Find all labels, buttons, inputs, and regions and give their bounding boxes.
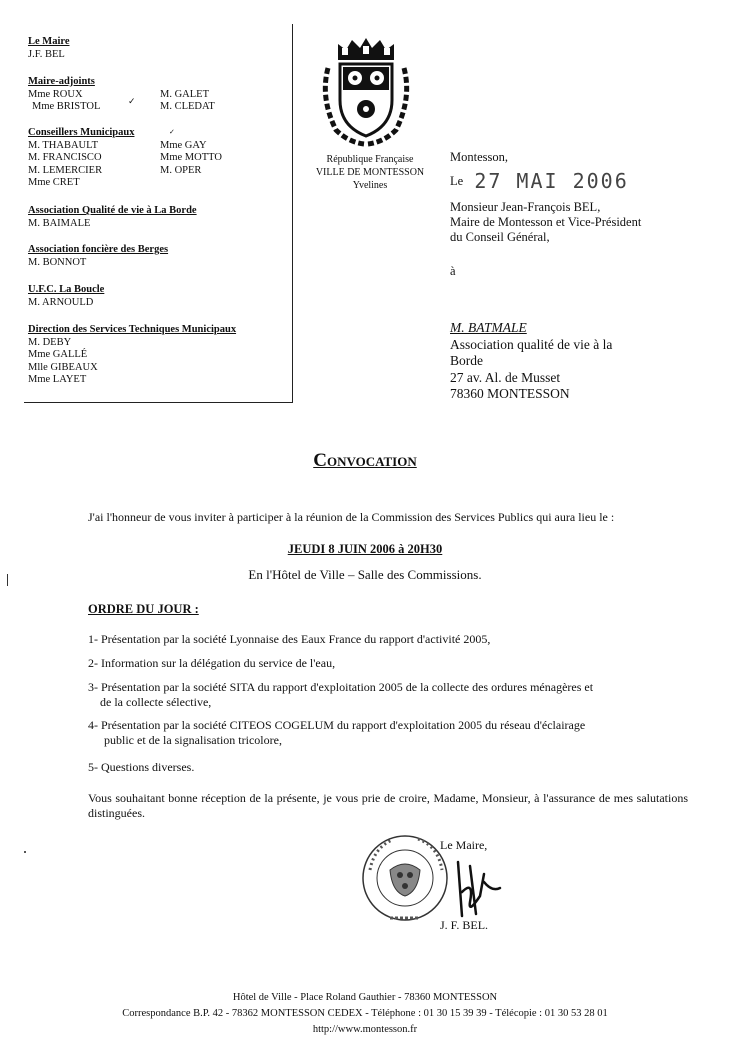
footer-address: Hôtel de Ville - Place Roland Gauthier - 78360 MONTESSON: [232, 992, 498, 1003]
agenda-heading: ORDRE DU JOUR :: [88, 602, 199, 616]
person-name: M. BAIMALE: [28, 217, 91, 229]
footer-contact: Correspondance B.P. 42 - 78362 MONTESSON CEDEX - Téléphone : 01 30 15 39 39 - Télécopie : 01 30 53 28 01: [122, 1008, 608, 1019]
section-adjoints: [28, 76, 280, 114]
signature-name: J. F. BEL.: [440, 918, 489, 932]
item-text: Présentation par la société SITA du rapport d'exploitation 2005 de la collecte des ordures ménagères et: [101, 680, 594, 694]
person-name: Mme GAY: [160, 139, 207, 151]
recipient-line: Borde: [450, 353, 483, 368]
recipient-line: 78360 MONTESSON: [450, 386, 570, 401]
recipient-block: [450, 320, 612, 403]
item-text: Présentation par la société CITEOS COGELUM du rapport d'exploitation 2005 du réseau d'éclairage: [101, 718, 586, 732]
item-text-continued: public et de la signalisation tricolore,: [104, 733, 282, 747]
person-name: Mme CRET: [28, 177, 80, 188]
person-name: Mme LAYET: [28, 374, 87, 385]
person-name: M. FRANCISCO: [28, 152, 102, 163]
ville-label: VILLE DE MONTESSON: [315, 167, 425, 178]
section-heading: Association Qualité de vie à La Borde: [28, 205, 197, 216]
item-number: 4-: [88, 718, 98, 732]
sender-line: du Conseil Général,: [450, 230, 550, 244]
person-name: M. THABAULT: [28, 139, 99, 151]
item-text: Questions diverses.: [101, 760, 195, 774]
person-name: M. CLEDAT: [160, 101, 215, 112]
recipient-line: 27 av. Al. de Musset: [450, 369, 561, 385]
mairie-seal-icon: [360, 830, 450, 925]
section-heading: Association foncière des Berges: [28, 244, 169, 255]
closing-paragraph: Vous souhaitant bonne réception de la présente, je vous prie de croire, Madame, Monsieur, à l'assurance de mes salutations distinguées.: [88, 791, 688, 820]
section-fonciere: [28, 244, 168, 269]
section-qualite: [28, 205, 197, 230]
person-name: M. DEBY: [28, 336, 72, 348]
person-name: Mme BRISTOL: [32, 101, 101, 112]
distribution-list-box: [24, 24, 293, 403]
section-direction: [28, 324, 236, 387]
municipality-header: [300, 153, 440, 192]
sender-line: Maire de Montesson et Vice-Président: [450, 215, 642, 229]
agenda-item: [88, 760, 688, 775]
signature-title: Le Maire,: [440, 838, 488, 852]
to-preposition: à: [450, 264, 456, 278]
section-heading: Le Maire: [28, 36, 70, 47]
meeting-place: En l'Hôtel de Ville – Salle des Commissions.: [248, 567, 482, 582]
recipient-line: Association qualité de vie à la: [450, 336, 613, 352]
section-heading: Direction des Services Techniques Municipaux: [28, 324, 237, 335]
person-name: Mlle GIBEAUX: [28, 361, 98, 373]
agenda-item: [88, 718, 688, 748]
person-name: Mme GALLÉ: [28, 349, 88, 360]
agenda-item: [88, 632, 688, 647]
person-name: M. ARNOULD: [28, 296, 94, 308]
person-name: M. OPER: [160, 164, 202, 176]
item-number: 2-: [88, 656, 98, 670]
fold-mark: [7, 574, 8, 586]
item-text-continued: de la collecte sélective,: [100, 695, 212, 709]
person-name: M. LEMERCIER: [28, 164, 103, 176]
date-stamp: 27 MAI 2006: [474, 169, 629, 193]
person-name: M. GALET: [160, 88, 209, 100]
republique-label: République Française: [326, 154, 414, 165]
item-text: Présentation par la société Lyonnaise des Eaux France du rapport d'activité 2005,: [101, 632, 491, 646]
item-number: 3-: [88, 680, 98, 694]
agenda-item: [88, 680, 688, 710]
scan-dot: [24, 851, 26, 853]
section-heading: Maire-adjoints: [28, 76, 95, 87]
person-name: Mme MOTTO: [160, 152, 222, 163]
departement-label: Yvelines: [352, 180, 388, 191]
section-heading: U.F.C. La Boucle: [28, 284, 105, 295]
section-ufc: [28, 284, 104, 309]
item-text: Information sur la délégation du service de l'eau,: [101, 656, 336, 670]
handwritten-signature: [440, 852, 510, 922]
city-line: Montesson,: [450, 150, 508, 164]
document-title: Convocation: [313, 450, 417, 471]
footer-website: http://www.montesson.fr: [312, 1024, 418, 1035]
person-name: M. BONNOT: [28, 256, 87, 268]
sender-line: Monsieur Jean-François BEL,: [450, 200, 601, 214]
agenda-item: [88, 656, 688, 671]
date-prefix: Le: [450, 174, 464, 188]
montesson-coat-of-arms-icon: [318, 38, 414, 148]
recipient-name: M. BATMALE: [450, 320, 527, 335]
sender-block: [450, 200, 641, 245]
intro-paragraph: J'ai l'honneur de vous inviter à participer à la réunion de la Commission des Services Publics qui aura lieu le :: [88, 510, 615, 524]
maire-name: J.F. BEL: [28, 48, 65, 60]
section-conseillers: [28, 127, 280, 190]
person-name: Mme ROUX: [28, 88, 83, 100]
date-line: [450, 166, 629, 193]
check-mark-icon: ✓: [128, 96, 136, 106]
section-heading: Conseillers Municipaux: [28, 127, 135, 138]
meeting-date: JEUDI 8 JUIN 2006 à 20H30: [287, 542, 443, 556]
item-number: 5-: [88, 760, 98, 774]
check-mark-icon: ✓: [169, 128, 175, 136]
item-number: 1-: [88, 632, 98, 646]
section-maire: [28, 36, 70, 61]
